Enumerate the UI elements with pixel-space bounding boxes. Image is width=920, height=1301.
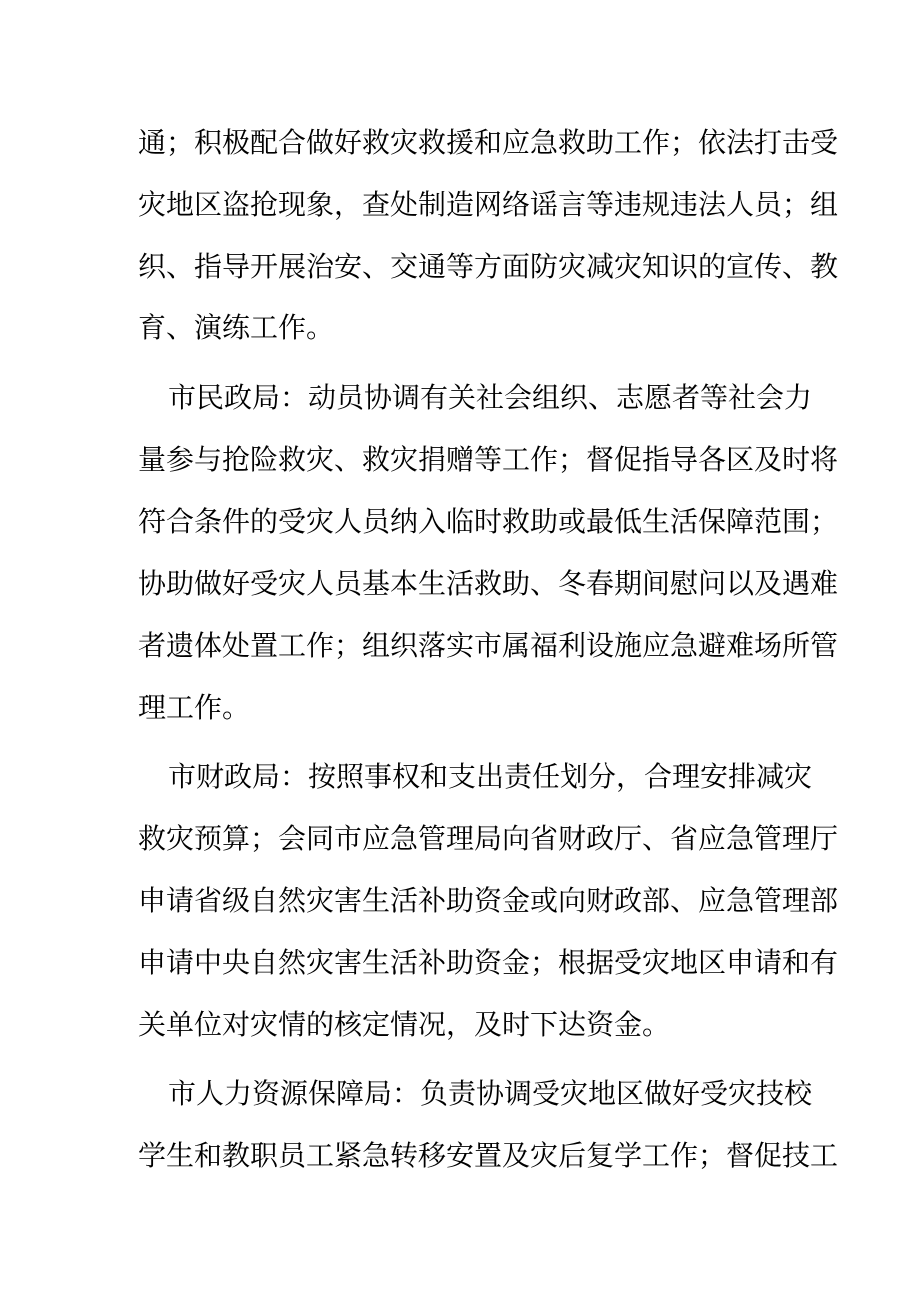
text-line: 灾地区盗抢现象，查处制造网络谣言等违规违法人员；组 [138,188,839,221]
text-line: 者遗体处置工作；组织落实市属福利设施应急避难场所管 [138,629,839,662]
text-line: 关单位对灾情的核定情况，及时下达资金。 [138,1008,671,1041]
text-line: 救灾预算；会同市应急管理局向省财政厅、省应急管理厅 [138,822,839,855]
text-line: 织、指导开展治安、交通等方面防灾减灾知识的宣传、教 [138,250,839,283]
text-line: 育、演练工作。 [138,311,335,344]
paragraph-start-line: 市人力资源保障局：负责协调受灾地区做好受灾技校 [168,1077,813,1110]
paragraph-start-line: 市民政局：动员协调有关社会组织、志愿者等社会力 [168,381,813,414]
text-line: 申请省级自然灾害生活补助资金或向财政部、应急管理部 [138,884,839,917]
text-line: 学生和教职员工紧急转移安置及灾后复学工作；督促技工 [138,1139,839,1172]
text-line: 申请中央自然灾害生活补助资金；根据受灾地区申请和有 [138,946,839,979]
paragraph-start-line: 市财政局：按照事权和支出责任划分，合理安排减灾 [168,760,813,793]
text-line: 通；积极配合做好救灾救援和应急救助工作；依法打击受 [138,126,839,159]
text-line: 符合条件的受灾人员纳入临时救助或最低生活保障范围； [138,505,839,538]
text-line: 协助做好受灾人员基本生活救助、冬春期间慰问以及遇难 [138,567,839,600]
text-line: 量参与抢险救灾、救灾捐赠等工作；督促指导各区及时将 [138,443,839,476]
text-line: 理工作。 [138,691,251,724]
